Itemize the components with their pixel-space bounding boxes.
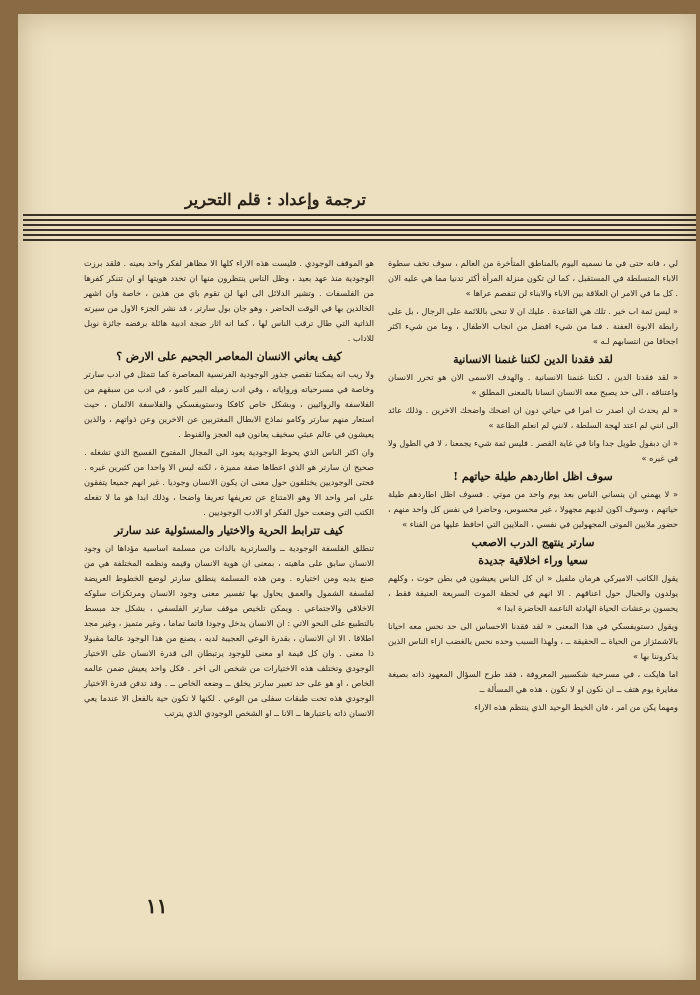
paragraph: هو الموقف الوجودي . فليست هذه الاراء كلها الا مظاهر لفكر واحد بعينه . فلقد برزت الوجودية منذ عهد بعيد ، وظل الناس ينتظرون منها ان تحدد هويتها او ان تتنكر كفرها من الفلسفات . وتشير الدلائل الى انها لن تقوم باي من هذين ، خاصة وان اشهر الخالدين بها في الوقت الحاضر ، وهو جان بول سارتر ، قد نشر الجزء الاول من سيرته الذاتية التي طال ترقب الناس لها ، كما انه اثار ضجة ادبية هائلة برفضه جائزة نوبل للاداب . (84, 258, 374, 343)
magazine-page (18, 14, 696, 980)
decorative-rules (23, 214, 696, 244)
section-heading: سعيا وراء اخلاقية جديدة (478, 554, 588, 567)
paragraph: « لا يهمني ان ينساني الناس بعد يوم واحد من موتي . فسوف اظل اطاردهم طيلة حياتهم ، وسوف اكون لديهم مجهولا ، غير محسوس، وحاضرا في نفس كل واحد منهم ، حضور ملايين الموتى المجهولين في نفسي ، الملايين التي احافظ عليها من الفناء » (388, 489, 678, 529)
page-title: ترجمة وإعداد : قلم التحرير (184, 190, 366, 209)
section-heading: سوف اظل اطاردهم طيلة حياتهم ! (453, 470, 613, 483)
paragraph: « لم يحدث ان اصدر ت امرا في حياتي دون ان اضحك واضحك الاخرين . وذلك عائد الى انني لم اعتد لهجة السلطة ، لانني لم انعلم الطاعة » (388, 405, 678, 430)
paragraph: « لقد فقدنا الدين ، لكننا غنمنا الانسانية . والهدف الاسمى الان هو تحرر الانسان واعتناقه ، الى حد يصبح معه الانسان انسانا بالمعنى المطلق » (388, 372, 678, 397)
section-heading: سارتر ينتهج الدرب الاصعب (471, 536, 595, 549)
paragraph: اما هايكت ، في مسرحية شكسبير المعروفة ، فقد طرح السؤال المعهود ذاته بصيغة مغايرة يوم هتف ــ ان نكون او لا نكون ، هذه هي المسألة ــ (388, 669, 678, 694)
paragraph: ومهما يكن من امر ، فان الخيط الوحيد الذي ينتظم هذه الاراء (474, 702, 678, 712)
paragraph: « ليس ثمة اب خير . تلك هي القاعدة . عليك ان لا تنحى باللائمة على الرجال ، بل على رابطة الابوة العفنة . فما من شيء افضل من انجاب الاطفال ، وما من شيء اكثر اجحافا من انتسابهم لـه » (388, 306, 678, 346)
paragraph: ولا ريب انه يمكننا تقصي جذور الوجودية الفرنسية المعاصرة كما تتمثل في ادب سارتر وخاصة في مسرحياته ورواياته ، وفي ادب زميله البير كامو ، في ادب من سبقهم من الفلاسفة والروائيين ، وبشكل خاص كافكا ودستويفسكي والفلاسفة الالمان ، حيث استعار منهم سارتر وكامو نماذج الابطال المغتربين عن الاخرين وعن ذواتهم ، والذين يعيشون في عالم عبثي سخيف يعانون فيه العجز والقنوط . (84, 369, 374, 439)
section-heading: لقد فقدنا الدين لكننا غنمنا الانسانية (453, 353, 613, 366)
paragraph: وان اكثر الناس الذي يحوط الوجودية يعود الى المجال المفتوح الفسيح الذي تشغله . صحيح ان سارتر هو الذي اعطاها صفة مميزة ، لكنه ليس الا واحدا من كثيرين غيره . فحتى الوجوديين يختلفون حول معنى ان يكون الانسان وجوديا . غير انهم جميعا يتفقون على امر واحد الا وهو الامتناع عن تعريفها تعريفا واضحا ، وذلك ابدا هو ما لا تفعله الكتب التي وضعت حول الفكر او الادب الوجوديين . (84, 447, 374, 517)
page-number: ١١ (146, 894, 168, 918)
left-text-column (84, 256, 374, 724)
right-text-column (388, 256, 678, 718)
section-heading: كيف يعاني الانسان المعاصر الجحيم على الارض ؟ (116, 350, 342, 363)
paragraph: ويقول دستويفسكي في هذا المعنى « لقد فقدنا الاحساس الى حد نحس معه احيانا بالاشمئزاز من الحياة ــ الحقيقة ــ ، ولهذا السبب وحده نحس بالغضب ازاء الناس الذين يذكروننا بها » (388, 621, 678, 661)
paragraph: « ان دبفول طويل جدا وانا في غاية القصر . فليس ثمة شيء يجمعنا ، لا في الطول ولا في غيره » (388, 438, 678, 463)
paragraph: يقول الكاتب الاميركي هرمان ملفيل « ان كل الناس يعيشون في بطن حوت ، وكلهم يولدون والحبال حول اعناقهم . الا انهم في لحظة الموت السريعة العنيفة فقط ، يحسون برعشات الحياة الهادئة الناعمة الحاضرة ابدا » (388, 573, 678, 613)
paragraph: تنطلق الفلسفة الوجودية ــ والسارترية بالذات من مسلمة اساسية مؤداها ان وجود الانسان سابق على ماهيته ، بمعنى ان هوية الانسان وقيمه ونظمه المختلفة هي من صنع يديه ومن اختياره . ومن هذه المسلمة ينطلق سارتر لوضع الخطوط العريضة لفلسفة الشمول والعمق يحاول بها تفسير معنى وجود الانسان ومرتكزات سلوكه الاخلاقي والاجتماعي . ويمكن تلخيص موقف سارتر الفلسفي ، بشكل جد مبسط بالتطبيع على النحو الاتي : ان الانسان يدخل وجودا قاتما تماما ، وغير متميز ، وغير مجد اطلاقا . الا ان الانسان ، بقدرة الوعي العجيبة لديه ، يصنع من هذا الوجود عالما مقبولا ذا معنى . وان كل قيمة او معنى للوجود يرتبطان الى قدرة الانسان على الاختيار الوجودي وتختلف هذه الاختيارات من شخص الى اخر . فكل واحد يعيش ضمن عالمه الخاص ، او هو على حد تعبير سارتر يخلق ــ وضعه الخاص ــ . وقد تدفن قدرة الاختيار الوجودي هذه تحت طبقات سفلى من الوعي . لكنها لا تكون حية بالفعل الا عندما يعي الانسان ذاته باعتبارها ــ الانا ــ او الشخص الوجودي الذي يترتب (84, 543, 374, 718)
paragraph: لي ، فانه حتى في ما نسميه اليوم بالمناطق المتأخرة من العالم ، سوف تخف سطوة الاباء المتسلطة في المستقبل ، كما لن تكون منزلة المرأة أكثر تدنيا مما هي عليه الان . كل ما في الامر ان العلاقة بين الاباء والابناء لن تنفصم عراها » (388, 258, 678, 298)
section-heading: كيف تترابط الحرية والاختيار والمسئولية عند سارتر (114, 524, 344, 537)
